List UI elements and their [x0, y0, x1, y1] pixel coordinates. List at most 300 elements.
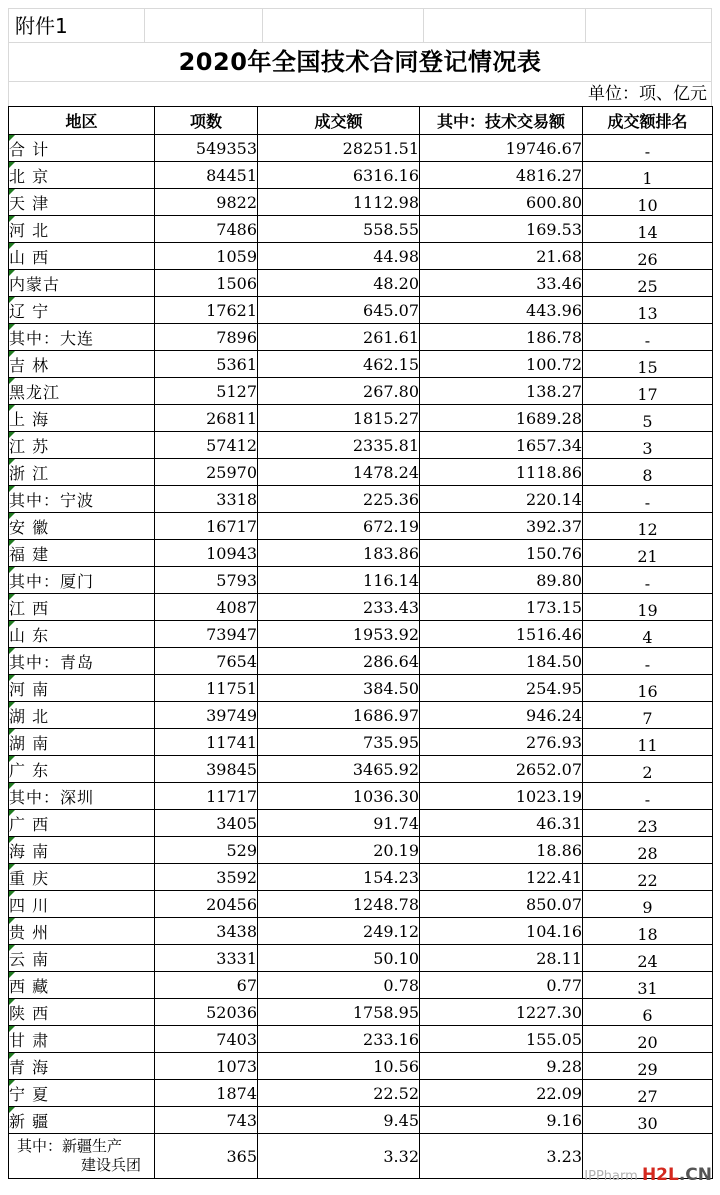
- tech-amount-cell: 220.14: [420, 486, 583, 513]
- count-cell: 5361: [155, 351, 258, 378]
- region-cell: [9, 918, 155, 945]
- table-row: [9, 702, 713, 729]
- cell-marker-icon: [9, 459, 15, 465]
- amount-cell: 1478.24: [258, 459, 420, 486]
- watermark-text: IPPharm: [584, 1169, 638, 1184]
- rank-cell: 30: [583, 1107, 713, 1134]
- rank-cell: 21: [583, 540, 713, 567]
- table-row: [9, 243, 713, 270]
- region-cell: [9, 621, 155, 648]
- region-cell: [9, 648, 155, 675]
- tech-amount-cell: 184.50: [420, 648, 583, 675]
- cell-marker-icon: [9, 972, 15, 978]
- count-cell: 3405: [155, 810, 258, 837]
- amount-cell: 3.32: [258, 1134, 420, 1179]
- table-row: [9, 621, 713, 648]
- region-label: 浙 江: [9, 463, 50, 483]
- table-row: [9, 513, 713, 540]
- cell-marker-icon: [9, 270, 15, 276]
- table-row: [9, 1080, 713, 1107]
- rank-cell: -: [583, 783, 713, 810]
- tech-amount-cell: 46.31: [420, 810, 583, 837]
- amount-cell: 20.19: [258, 837, 420, 864]
- table-row: [9, 297, 713, 324]
- amount-cell: 91.74: [258, 810, 420, 837]
- count-cell: 57412: [155, 432, 258, 459]
- table-row: [9, 810, 713, 837]
- empty-cell: [145, 9, 264, 43]
- tech-amount-cell: 276.93: [420, 729, 583, 756]
- count-cell: 17621: [155, 297, 258, 324]
- rank-cell: 13: [583, 297, 713, 324]
- amount-cell: 1686.97: [258, 702, 420, 729]
- count-cell: 3438: [155, 918, 258, 945]
- rank-cell: 11: [583, 729, 713, 756]
- amount-cell: 50.10: [258, 945, 420, 972]
- tech-amount-cell: 850.07: [420, 891, 583, 918]
- tech-amount-cell: 946.24: [420, 702, 583, 729]
- region-label: 重 庆: [9, 868, 50, 888]
- amount-cell: 462.15: [258, 351, 420, 378]
- count-cell: 1073: [155, 1053, 258, 1080]
- cell-marker-icon: [9, 702, 15, 708]
- rank-cell: 4: [583, 621, 713, 648]
- amount-cell: 233.43: [258, 594, 420, 621]
- region-label: 广 西: [9, 814, 50, 834]
- cell-marker-icon: [9, 891, 15, 897]
- rank-cell: 9: [583, 891, 713, 918]
- table-row: [9, 864, 713, 891]
- table-row: [9, 378, 713, 405]
- table-row: [9, 1053, 713, 1080]
- region-label: 福 建: [9, 544, 50, 564]
- region-cell: [9, 405, 155, 432]
- cell-marker-icon: [9, 729, 15, 735]
- region-label: 山 东: [9, 625, 50, 645]
- rank-cell: -: [583, 648, 713, 675]
- cell-marker-icon: [9, 243, 15, 249]
- cell-marker-icon: [9, 297, 15, 303]
- tech-amount-cell: 0.77: [420, 972, 583, 999]
- rank-cell: 26: [583, 243, 713, 270]
- column-header-count: 项数: [155, 107, 258, 135]
- empty-cell: [424, 9, 586, 43]
- column-header-tech-amount: 其中：技术交易额: [420, 107, 583, 135]
- amount-cell: 1953.92: [258, 621, 420, 648]
- region-cell: [9, 594, 155, 621]
- column-header-rank: 成交额排名: [583, 107, 713, 135]
- count-cell: 3331: [155, 945, 258, 972]
- amount-cell: 1815.27: [258, 405, 420, 432]
- count-cell: 84451: [155, 162, 258, 189]
- region-label: 上 海: [9, 409, 50, 429]
- tech-amount-cell: 1689.28: [420, 405, 583, 432]
- region-cell: [9, 1134, 155, 1179]
- attachment-label: 附件1: [9, 9, 145, 43]
- cell-marker-icon: [9, 432, 15, 438]
- tech-amount-cell: 9.16: [420, 1107, 583, 1134]
- count-cell: 7654: [155, 648, 258, 675]
- count-cell: 67: [155, 972, 258, 999]
- table-row: [9, 648, 713, 675]
- title-row: [8, 43, 712, 81]
- count-cell: 11751: [155, 675, 258, 702]
- region-cell: [9, 1080, 155, 1107]
- amount-cell: 672.19: [258, 513, 420, 540]
- rank-cell: 25: [583, 270, 713, 297]
- watermark-brand: [642, 1165, 712, 1185]
- count-cell: 73947: [155, 621, 258, 648]
- table-row: [9, 945, 713, 972]
- region-label: 其中：青岛: [9, 652, 95, 672]
- amount-cell: 183.86: [258, 540, 420, 567]
- count-cell: 9822: [155, 189, 258, 216]
- region-label: 天 津: [9, 193, 50, 213]
- cell-marker-icon: [9, 486, 15, 492]
- cell-marker-icon: [9, 918, 15, 924]
- region-cell: [9, 891, 155, 918]
- count-cell: 4087: [155, 594, 258, 621]
- count-cell: 25970: [155, 459, 258, 486]
- count-cell: 20456: [155, 891, 258, 918]
- cell-marker-icon: [9, 540, 15, 546]
- amount-cell: 154.23: [258, 864, 420, 891]
- region-cell: [9, 675, 155, 702]
- column-header-region: 地区: [9, 107, 155, 135]
- region-cell: [9, 432, 155, 459]
- region-cell: [9, 162, 155, 189]
- rank-cell: 17: [583, 378, 713, 405]
- region-cell: [9, 756, 155, 783]
- region-label: 江 苏: [9, 436, 50, 456]
- count-cell: 3592: [155, 864, 258, 891]
- tech-amount-cell: 443.96: [420, 297, 583, 324]
- amount-cell: 22.52: [258, 1080, 420, 1107]
- tech-amount-cell: 100.72: [420, 351, 583, 378]
- rank-cell: 8: [583, 459, 713, 486]
- amount-cell: 44.98: [258, 243, 420, 270]
- tech-amount-cell: 150.76: [420, 540, 583, 567]
- region-label: 其中：深圳: [9, 787, 95, 807]
- cell-marker-icon: [9, 513, 15, 519]
- tech-amount-cell: 186.78: [420, 324, 583, 351]
- tech-amount-cell: 1657.34: [420, 432, 583, 459]
- count-cell: 529: [155, 837, 258, 864]
- table-row: [9, 135, 713, 162]
- count-cell: 39845: [155, 756, 258, 783]
- table-row: [9, 486, 713, 513]
- rank-cell: 29: [583, 1053, 713, 1080]
- region-cell: [9, 189, 155, 216]
- table-row: [9, 756, 713, 783]
- cell-marker-icon: [9, 351, 15, 357]
- region-cell: [9, 945, 155, 972]
- rank-cell: 6: [583, 999, 713, 1026]
- table-row: [9, 216, 713, 243]
- cell-marker-icon: [9, 216, 15, 222]
- cell-marker-icon: [9, 135, 15, 141]
- amount-cell: 48.20: [258, 270, 420, 297]
- count-cell: 26811: [155, 405, 258, 432]
- region-cell: [9, 351, 155, 378]
- cell-marker-icon: [9, 324, 15, 330]
- cell-marker-icon: [9, 405, 15, 411]
- table-row: [9, 1107, 713, 1134]
- count-cell: 39749: [155, 702, 258, 729]
- count-cell: 7486: [155, 216, 258, 243]
- region-label: 其中：宁波: [9, 490, 95, 510]
- region-label: 云 南: [9, 949, 50, 969]
- region-cell: [9, 270, 155, 297]
- region-cell: [9, 837, 155, 864]
- cell-marker-icon: [9, 594, 15, 600]
- count-cell: 1874: [155, 1080, 258, 1107]
- region-label: 吉 林: [9, 355, 50, 375]
- count-cell: 1506: [155, 270, 258, 297]
- tech-amount-cell: 254.95: [420, 675, 583, 702]
- table-body: [9, 135, 713, 1179]
- region-label: 江 西: [9, 598, 50, 618]
- tech-amount-cell: 18.86: [420, 837, 583, 864]
- rank-cell: 5: [583, 405, 713, 432]
- spreadsheet: [8, 8, 712, 1179]
- table-row: [9, 351, 713, 378]
- region-label-line1: 其中：新疆生产: [17, 1137, 123, 1155]
- cell-marker-icon: [9, 783, 15, 789]
- region-label: 广 东: [9, 760, 50, 780]
- amount-cell: 10.56: [258, 1053, 420, 1080]
- region-label: 贵 州: [9, 922, 50, 942]
- rank-cell: -: [583, 324, 713, 351]
- region-cell: [9, 729, 155, 756]
- region-label: 海 南: [9, 841, 50, 861]
- amount-cell: 1248.78: [258, 891, 420, 918]
- count-cell: 11717: [155, 783, 258, 810]
- rank-cell: 15: [583, 351, 713, 378]
- rank-cell: 22: [583, 864, 713, 891]
- cell-marker-icon: [9, 945, 15, 951]
- region-label-line2: 建设兵团: [81, 1156, 142, 1174]
- count-cell: 11741: [155, 729, 258, 756]
- amount-cell: 735.95: [258, 729, 420, 756]
- cell-marker-icon: [9, 756, 15, 762]
- header-row: [9, 107, 713, 135]
- region-label: 合 计: [9, 139, 50, 159]
- amount-cell: 1036.30: [258, 783, 420, 810]
- count-cell: 549353: [155, 135, 258, 162]
- empty-cell: [586, 9, 712, 43]
- cell-marker-icon: [9, 1026, 15, 1032]
- cell-marker-icon: [9, 189, 15, 195]
- region-label: 北 京: [9, 166, 50, 186]
- count-cell: 365: [155, 1134, 258, 1179]
- rank-cell: 14: [583, 216, 713, 243]
- region-label: 青 海: [9, 1057, 50, 1077]
- table-row: [9, 459, 713, 486]
- cell-marker-icon: [9, 810, 15, 816]
- table-row: [9, 918, 713, 945]
- tech-amount-cell: 1516.46: [420, 621, 583, 648]
- region-cell: [9, 297, 155, 324]
- region-label: 宁 夏: [9, 1084, 50, 1104]
- tech-amount-cell: 9.28: [420, 1053, 583, 1080]
- count-cell: 5127: [155, 378, 258, 405]
- region-label: 河 南: [9, 679, 50, 699]
- amount-cell: 0.78: [258, 972, 420, 999]
- cell-marker-icon: [9, 837, 15, 843]
- amount-cell: 116.14: [258, 567, 420, 594]
- rank-cell: 31: [583, 972, 713, 999]
- rank-cell: 19: [583, 594, 713, 621]
- rank-cell: 18: [583, 918, 713, 945]
- tech-amount-cell: 104.16: [420, 918, 583, 945]
- amount-cell: 384.50: [258, 675, 420, 702]
- table-row: [9, 891, 713, 918]
- tech-amount-cell: 392.37: [420, 513, 583, 540]
- region-cell: [9, 459, 155, 486]
- region-label: 湖 北: [9, 706, 50, 726]
- count-cell: 7403: [155, 1026, 258, 1053]
- table-row: [9, 594, 713, 621]
- rank-cell: 27: [583, 1080, 713, 1107]
- tech-amount-cell: 3.23: [420, 1134, 583, 1179]
- cell-marker-icon: [9, 864, 15, 870]
- cell-marker-icon: [9, 675, 15, 681]
- table-row: [9, 783, 713, 810]
- amount-cell: 6316.16: [258, 162, 420, 189]
- table-row: [9, 972, 713, 999]
- amount-cell: 3465.92: [258, 756, 420, 783]
- rank-cell: -: [583, 567, 713, 594]
- unit-row: [8, 81, 712, 106]
- amount-cell: 645.07: [258, 297, 420, 324]
- amount-cell: 2335.81: [258, 432, 420, 459]
- tech-amount-cell: 138.27: [420, 378, 583, 405]
- amount-cell: 225.36: [258, 486, 420, 513]
- rank-cell: 3: [583, 432, 713, 459]
- count-cell: 1059: [155, 243, 258, 270]
- amount-cell: 267.80: [258, 378, 420, 405]
- region-cell: [9, 1107, 155, 1134]
- amount-cell: 558.55: [258, 216, 420, 243]
- table-row: [9, 1026, 713, 1053]
- watermark-brand-suffix: .CN: [678, 1165, 712, 1185]
- region-cell: [9, 486, 155, 513]
- tech-amount-cell: 169.53: [420, 216, 583, 243]
- rank-cell: 24: [583, 945, 713, 972]
- amount-cell: 261.61: [258, 324, 420, 351]
- region-cell: [9, 999, 155, 1026]
- cell-marker-icon: [9, 1107, 15, 1113]
- count-cell: 10943: [155, 540, 258, 567]
- region-cell: [9, 378, 155, 405]
- amount-cell: 286.64: [258, 648, 420, 675]
- rank-cell: 1: [583, 162, 713, 189]
- tech-amount-cell: 2652.07: [420, 756, 583, 783]
- region-label: 安 徽: [9, 517, 50, 537]
- tech-amount-cell: 33.46: [420, 270, 583, 297]
- amount-cell: 233.16: [258, 1026, 420, 1053]
- tech-amount-cell: 1023.19: [420, 783, 583, 810]
- count-cell: 3318: [155, 486, 258, 513]
- rank-cell: -: [583, 486, 713, 513]
- rank-cell: 28: [583, 837, 713, 864]
- rank-cell: 16: [583, 675, 713, 702]
- region-label: 黑龙江: [9, 382, 61, 402]
- cell-marker-icon: [9, 621, 15, 627]
- table-row: [9, 432, 713, 459]
- count-cell: 52036: [155, 999, 258, 1026]
- column-header-amount: 成交额: [258, 107, 420, 135]
- amount-cell: 1112.98: [258, 189, 420, 216]
- region-label: 其中：大连: [9, 328, 95, 348]
- region-label: 甘 肃: [9, 1030, 50, 1050]
- region-label: 河 北: [9, 220, 50, 240]
- region-cell: [9, 1053, 155, 1080]
- region-cell: [9, 1026, 155, 1053]
- region-cell: [9, 864, 155, 891]
- tech-amount-cell: 19746.67: [420, 135, 583, 162]
- amount-cell: 249.12: [258, 918, 420, 945]
- count-cell: 743: [155, 1107, 258, 1134]
- region-label: 内蒙古: [9, 274, 61, 294]
- amount-cell: 28251.51: [258, 135, 420, 162]
- table-row: [9, 270, 713, 297]
- region-cell: [9, 783, 155, 810]
- table-row: [9, 567, 713, 594]
- page-title: 2020年全国技术合同登记情况表: [178, 48, 542, 76]
- table-row: [9, 837, 713, 864]
- count-cell: 7896: [155, 324, 258, 351]
- tech-amount-cell: 1118.86: [420, 459, 583, 486]
- region-label: 西 藏: [9, 976, 50, 996]
- cell-marker-icon: [9, 162, 15, 168]
- watermark-brand-main: H2L: [641, 1165, 679, 1185]
- tech-amount-cell: 22.09: [420, 1080, 583, 1107]
- cell-marker-icon: [9, 378, 15, 384]
- empty-cell: [263, 9, 424, 43]
- tech-amount-cell: 155.05: [420, 1026, 583, 1053]
- region-label: 新 疆: [9, 1111, 50, 1131]
- tech-amount-cell: 28.11: [420, 945, 583, 972]
- tech-amount-cell: 600.80: [420, 189, 583, 216]
- amount-cell: 1758.95: [258, 999, 420, 1026]
- region-cell: [9, 702, 155, 729]
- cell-marker-icon: [9, 999, 15, 1005]
- rank-cell: 10: [583, 189, 713, 216]
- region-cell: [9, 540, 155, 567]
- unit-label: 单位：项、亿元: [588, 84, 707, 104]
- table-row: [9, 162, 713, 189]
- tech-amount-cell: 21.68: [420, 243, 583, 270]
- tech-amount-cell: 173.15: [420, 594, 583, 621]
- region-cell: [9, 513, 155, 540]
- tech-amount-cell: 4816.27: [420, 162, 583, 189]
- table-row: [9, 675, 713, 702]
- table-row: [9, 324, 713, 351]
- region-cell: [9, 216, 155, 243]
- tech-amount-cell: 122.41: [420, 864, 583, 891]
- rank-cell: 20: [583, 1026, 713, 1053]
- count-cell: 5793: [155, 567, 258, 594]
- table-row: [9, 540, 713, 567]
- region-cell: [9, 243, 155, 270]
- count-cell: 16717: [155, 513, 258, 540]
- table-row: [9, 999, 713, 1026]
- rank-cell: 23: [583, 810, 713, 837]
- region-cell: [9, 324, 155, 351]
- data-table: [8, 106, 713, 1179]
